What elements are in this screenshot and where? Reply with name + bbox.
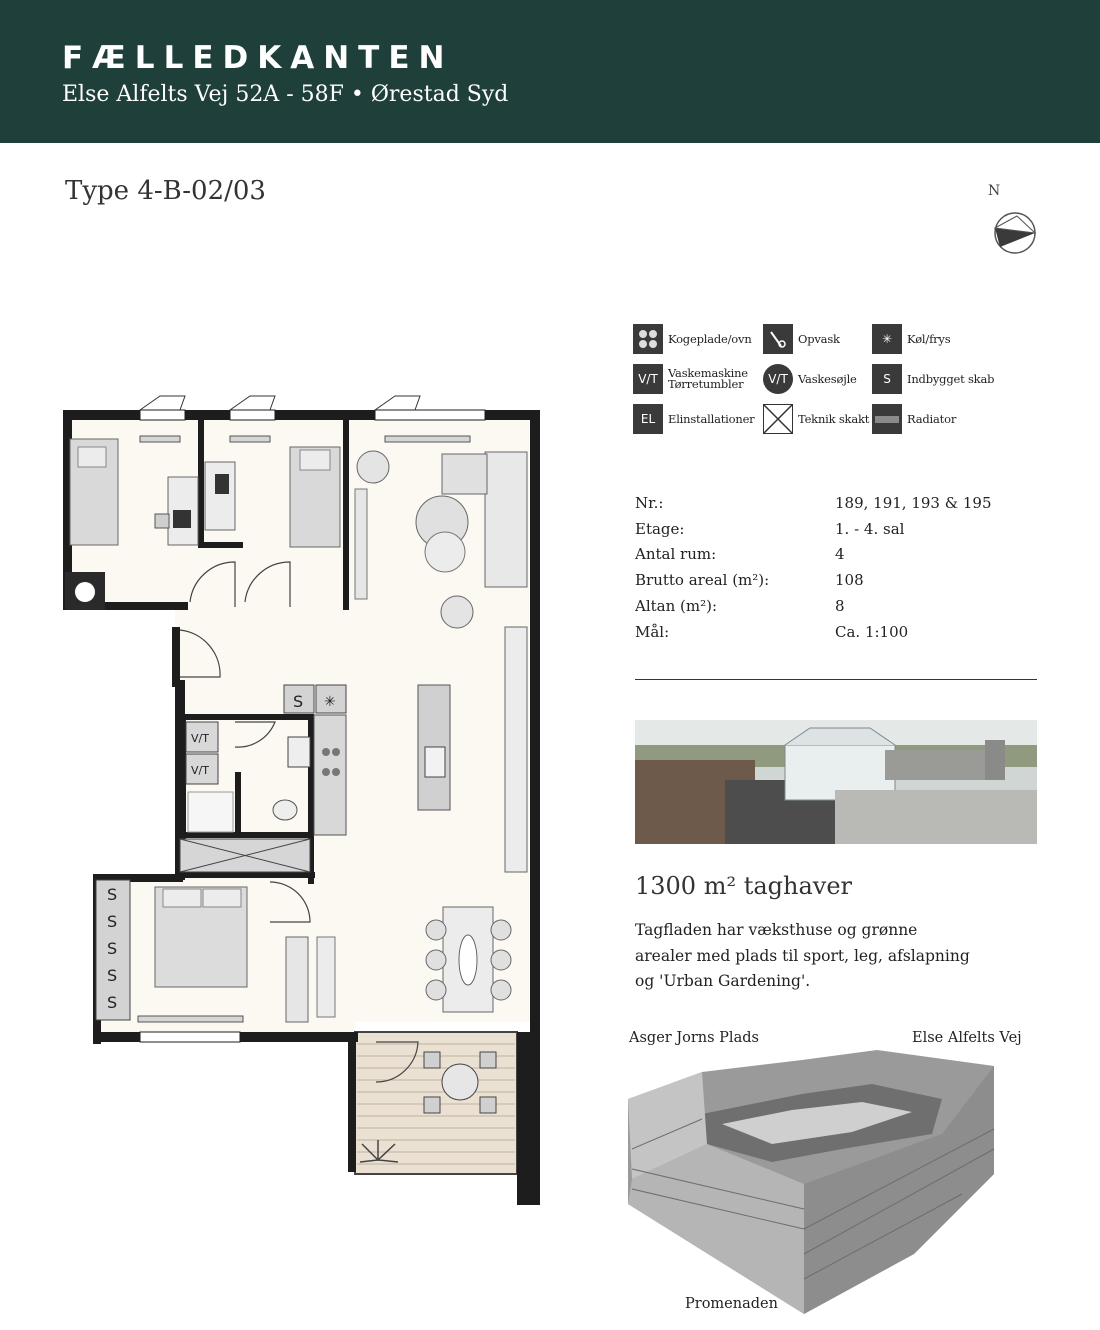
roof-garden-photo	[635, 720, 1037, 844]
street-label-else-alfelts: Else Alfelts Vej	[912, 1030, 1022, 1046]
fact-value: Ca. 1:100	[835, 623, 909, 641]
fact-value: 108	[835, 571, 864, 589]
fact-key: Altan (m²):	[635, 597, 718, 615]
legend-label: Køl/frys	[907, 331, 951, 346]
legend-item	[633, 364, 758, 394]
legend-item	[633, 324, 752, 354]
legend	[633, 324, 1053, 440]
roof-text-line: arealer med plads til sport, leg, afslapning	[635, 946, 970, 965]
roof-text-line: Tagfladen har væksthuse og grønne	[635, 921, 918, 939]
washer-label-1: V/T	[191, 732, 209, 745]
legend-item	[872, 364, 994, 394]
legend-label: Vaskemaskine Tørretumbler	[668, 366, 748, 391]
roof-text-line: og 'Urban Gardening'.	[635, 972, 811, 990]
north-arrow-icon	[992, 210, 1038, 256]
legend-item	[763, 404, 869, 434]
brand-title: FÆLLEDKANTEN	[62, 40, 454, 76]
cooktop-oven-icon	[633, 324, 663, 354]
legend-label: Opvask	[798, 331, 840, 346]
fact-row	[635, 623, 1045, 647]
fact-row	[635, 520, 1045, 544]
fact-key: Mål:	[635, 623, 670, 641]
closet-label: S	[107, 939, 118, 958]
fact-value: 189, 191, 193 & 195	[835, 494, 992, 512]
washer-label-2: V/T	[191, 764, 209, 777]
fact-row	[635, 494, 1045, 518]
unit-type-title: Type 4-B-02/03	[65, 176, 266, 206]
legend-label: Teknik skakt	[798, 411, 870, 426]
dishwasher-icon	[763, 324, 793, 354]
fact-row	[635, 571, 1045, 595]
legend-item	[872, 324, 950, 354]
roof-garden-text	[635, 918, 995, 995]
closet-label: S	[107, 885, 118, 904]
washer-dryer-icon: V/T	[633, 364, 663, 394]
roof-garden-title: 1300 m² taghaver	[635, 872, 853, 900]
legend-label: Vaskesøjle	[798, 371, 857, 386]
fact-value: 4	[835, 545, 845, 563]
legend-label: Radiator	[907, 411, 957, 426]
closet-label: S	[107, 993, 118, 1012]
legend-label: Elinstallationer	[668, 411, 755, 426]
legend-item	[872, 404, 956, 434]
fact-key: Antal rum:	[635, 545, 717, 563]
header-banner	[0, 0, 1100, 143]
closet-label: S	[107, 966, 118, 985]
floor-plan	[60, 392, 550, 1207]
building-illustration	[622, 1044, 1004, 1314]
fact-value: 8	[835, 597, 845, 615]
legend-item	[763, 324, 840, 354]
fact-key: Etage:	[635, 520, 685, 538]
north-label: N	[988, 183, 1001, 199]
cabinet-label-kitchen: S	[293, 692, 304, 711]
fact-value: 1. - 4. sal	[835, 520, 905, 538]
radiator-icon	[872, 404, 902, 434]
washer-column-icon: V/T	[763, 364, 793, 394]
fact-key: Nr.:	[635, 494, 664, 512]
fact-key: Brutto areal (m²):	[635, 571, 770, 589]
builtin-cabinet-icon: S	[872, 364, 902, 394]
technical-shaft-icon	[763, 404, 793, 434]
legend-item	[633, 404, 754, 434]
street-label-asger-jorns: Asger Jorns Plads	[629, 1030, 759, 1046]
fridge-label: ✳	[324, 694, 336, 710]
divider	[635, 679, 1037, 680]
legend-item	[763, 364, 857, 394]
fridge-freezer-icon: ✳	[872, 324, 902, 354]
street-label-promenaden: Promenaden	[685, 1296, 778, 1312]
fact-row	[635, 597, 1045, 621]
electrical-icon: EL	[633, 404, 663, 434]
address-subtitle: Else Alfelts Vej 52A - 58F • Ørestad Syd	[62, 82, 509, 107]
closet-label: S	[107, 912, 118, 931]
legend-label: Indbygget skab	[907, 371, 995, 386]
legend-label: Kogeplade/ovn	[668, 331, 752, 346]
fact-row	[635, 545, 1045, 569]
